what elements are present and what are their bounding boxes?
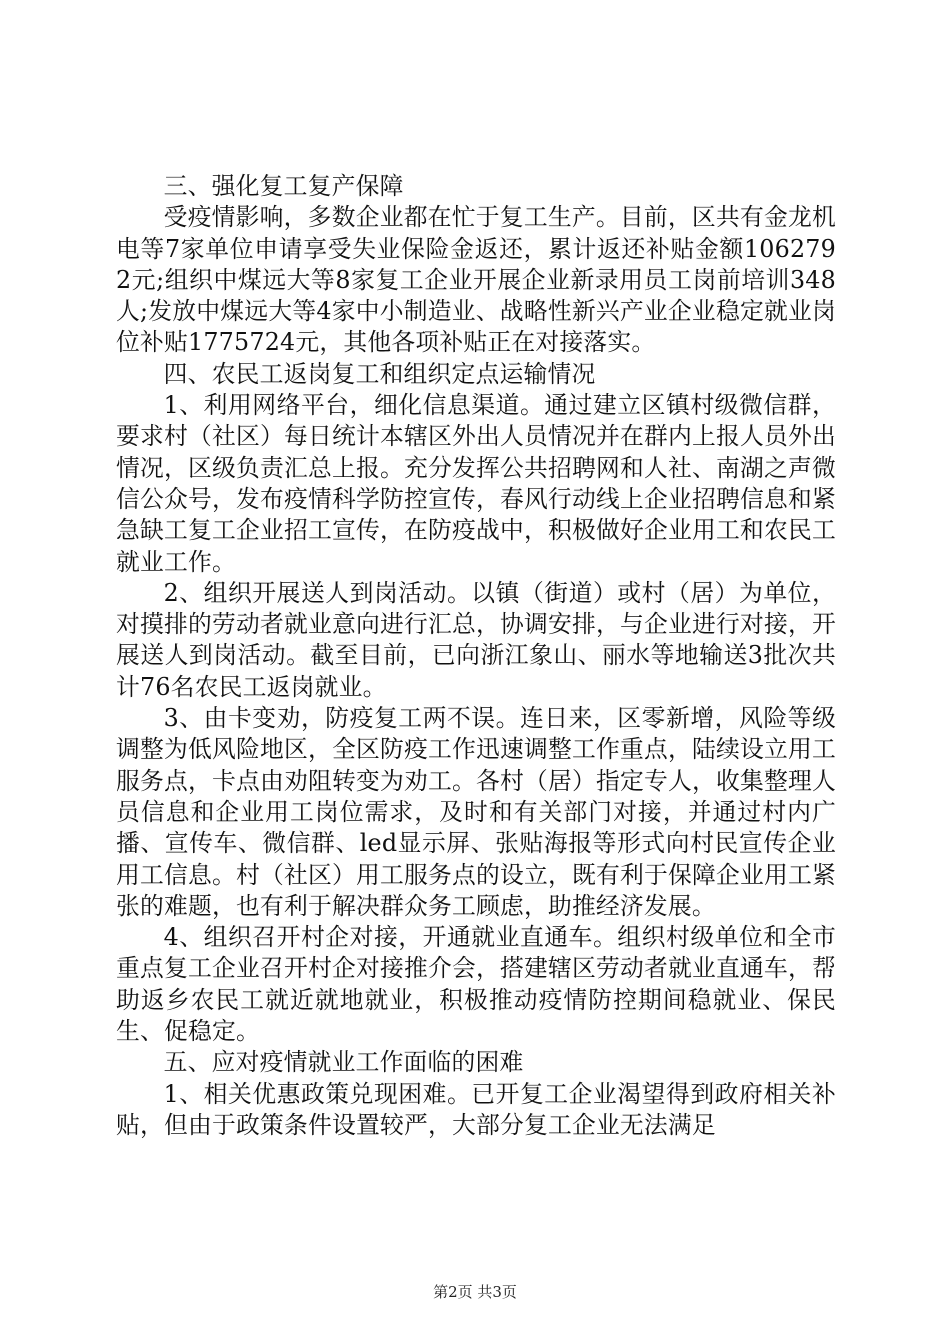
paragraph-item-1-network-platform: 1、利用网络平台，细化信息渠道。通过建立区镇村级微信群，要求村（社区）每日统计本辖区外出人员情况并在群内上报人员外出情况，区级负责汇总上报。充分发挥公共招聘网和人社、南湖之声微信公众号，发布疫情科学防控宣传，春风行动线上企业招聘信息和紧急缺工复工企业招工宣传，在防疫战中，积极做好企业用工和农民工就业工作。 bbox=[116, 391, 836, 576]
paragraph-reemployment-subsidies: 受疫情影响，多数企业都在忙于复工生产。目前，区共有金龙机电等7家单位申请享受失业保险金返还，累计返还补贴金额1062792元;组织中煤远大等8家复工企业开展企业新录用员工岗前培训348人;发放中煤远大等4家中小制造业、战略性新兴产业企业稳定就业岗位补贴1775724元，其他各项补贴正在对接落实。 bbox=[116, 203, 836, 357]
section-heading-3: 三、强化复工复产保障 bbox=[163, 172, 404, 200]
document-body bbox=[116, 171, 836, 1141]
paragraph-item-2-send-to-post: 2、组织开展送人到岗活动。以镇（街道）或村（居）为单位，对摸排的劳动者就业意向进行汇总，协调安排，与企业进行对接，开展送人到岗活动。截至目前，已向浙江象山、丽水等地输送3批次共计76名农民工返岗就业。 bbox=[116, 578, 836, 701]
paragraph-item-4-village-enterprise: 4、组织召开村企对接，开通就业直通车。组织村级单位和全市重点复工企业召开村企对接推介会，搭建辖区劳动者就业直通车，帮助返乡农民工就近就地就业，积极推动疫情防控期间稳就业、保民生、促稳定。 bbox=[116, 923, 836, 1046]
section-heading-4: 四、农民工返岗复工和组织定点运输情况 bbox=[163, 359, 596, 388]
paragraph-item-3-checkpoint-to-recruitment: 3、由卡变劝，防疫复工两不误。连日来，区零新增，风险等级调整为低风险地区，全区防疫工作迅速调整工作重点，陆续设立用工服务点，卡点由劝阻转变为劝工。各村（居）指定专人，收集整理人员信息和企业用工岗位需求，及时和有关部门对接，并通过村内广播、宣传车、微信群、led显示屏、张贴海报等形式向村民宣传企业用工信息。村（社区）用工服务点的设立，既有利于保障企业用工紧张的难题，也有利于解决群众务工顾虑，助推经济发展。 bbox=[116, 704, 836, 920]
section-heading-5: 五、应对疫情就业工作面临的困难 bbox=[163, 1048, 524, 1077]
page-footer: 第2页 共3页 bbox=[433, 1283, 517, 1301]
paragraph-item-1-policy-difficulty: 1、相关优惠政策兑现困难。已开复工企业渴望得到政府相关补贴，但由于政策条件设置较严，大部分复工企业无法满足 bbox=[116, 1079, 836, 1139]
